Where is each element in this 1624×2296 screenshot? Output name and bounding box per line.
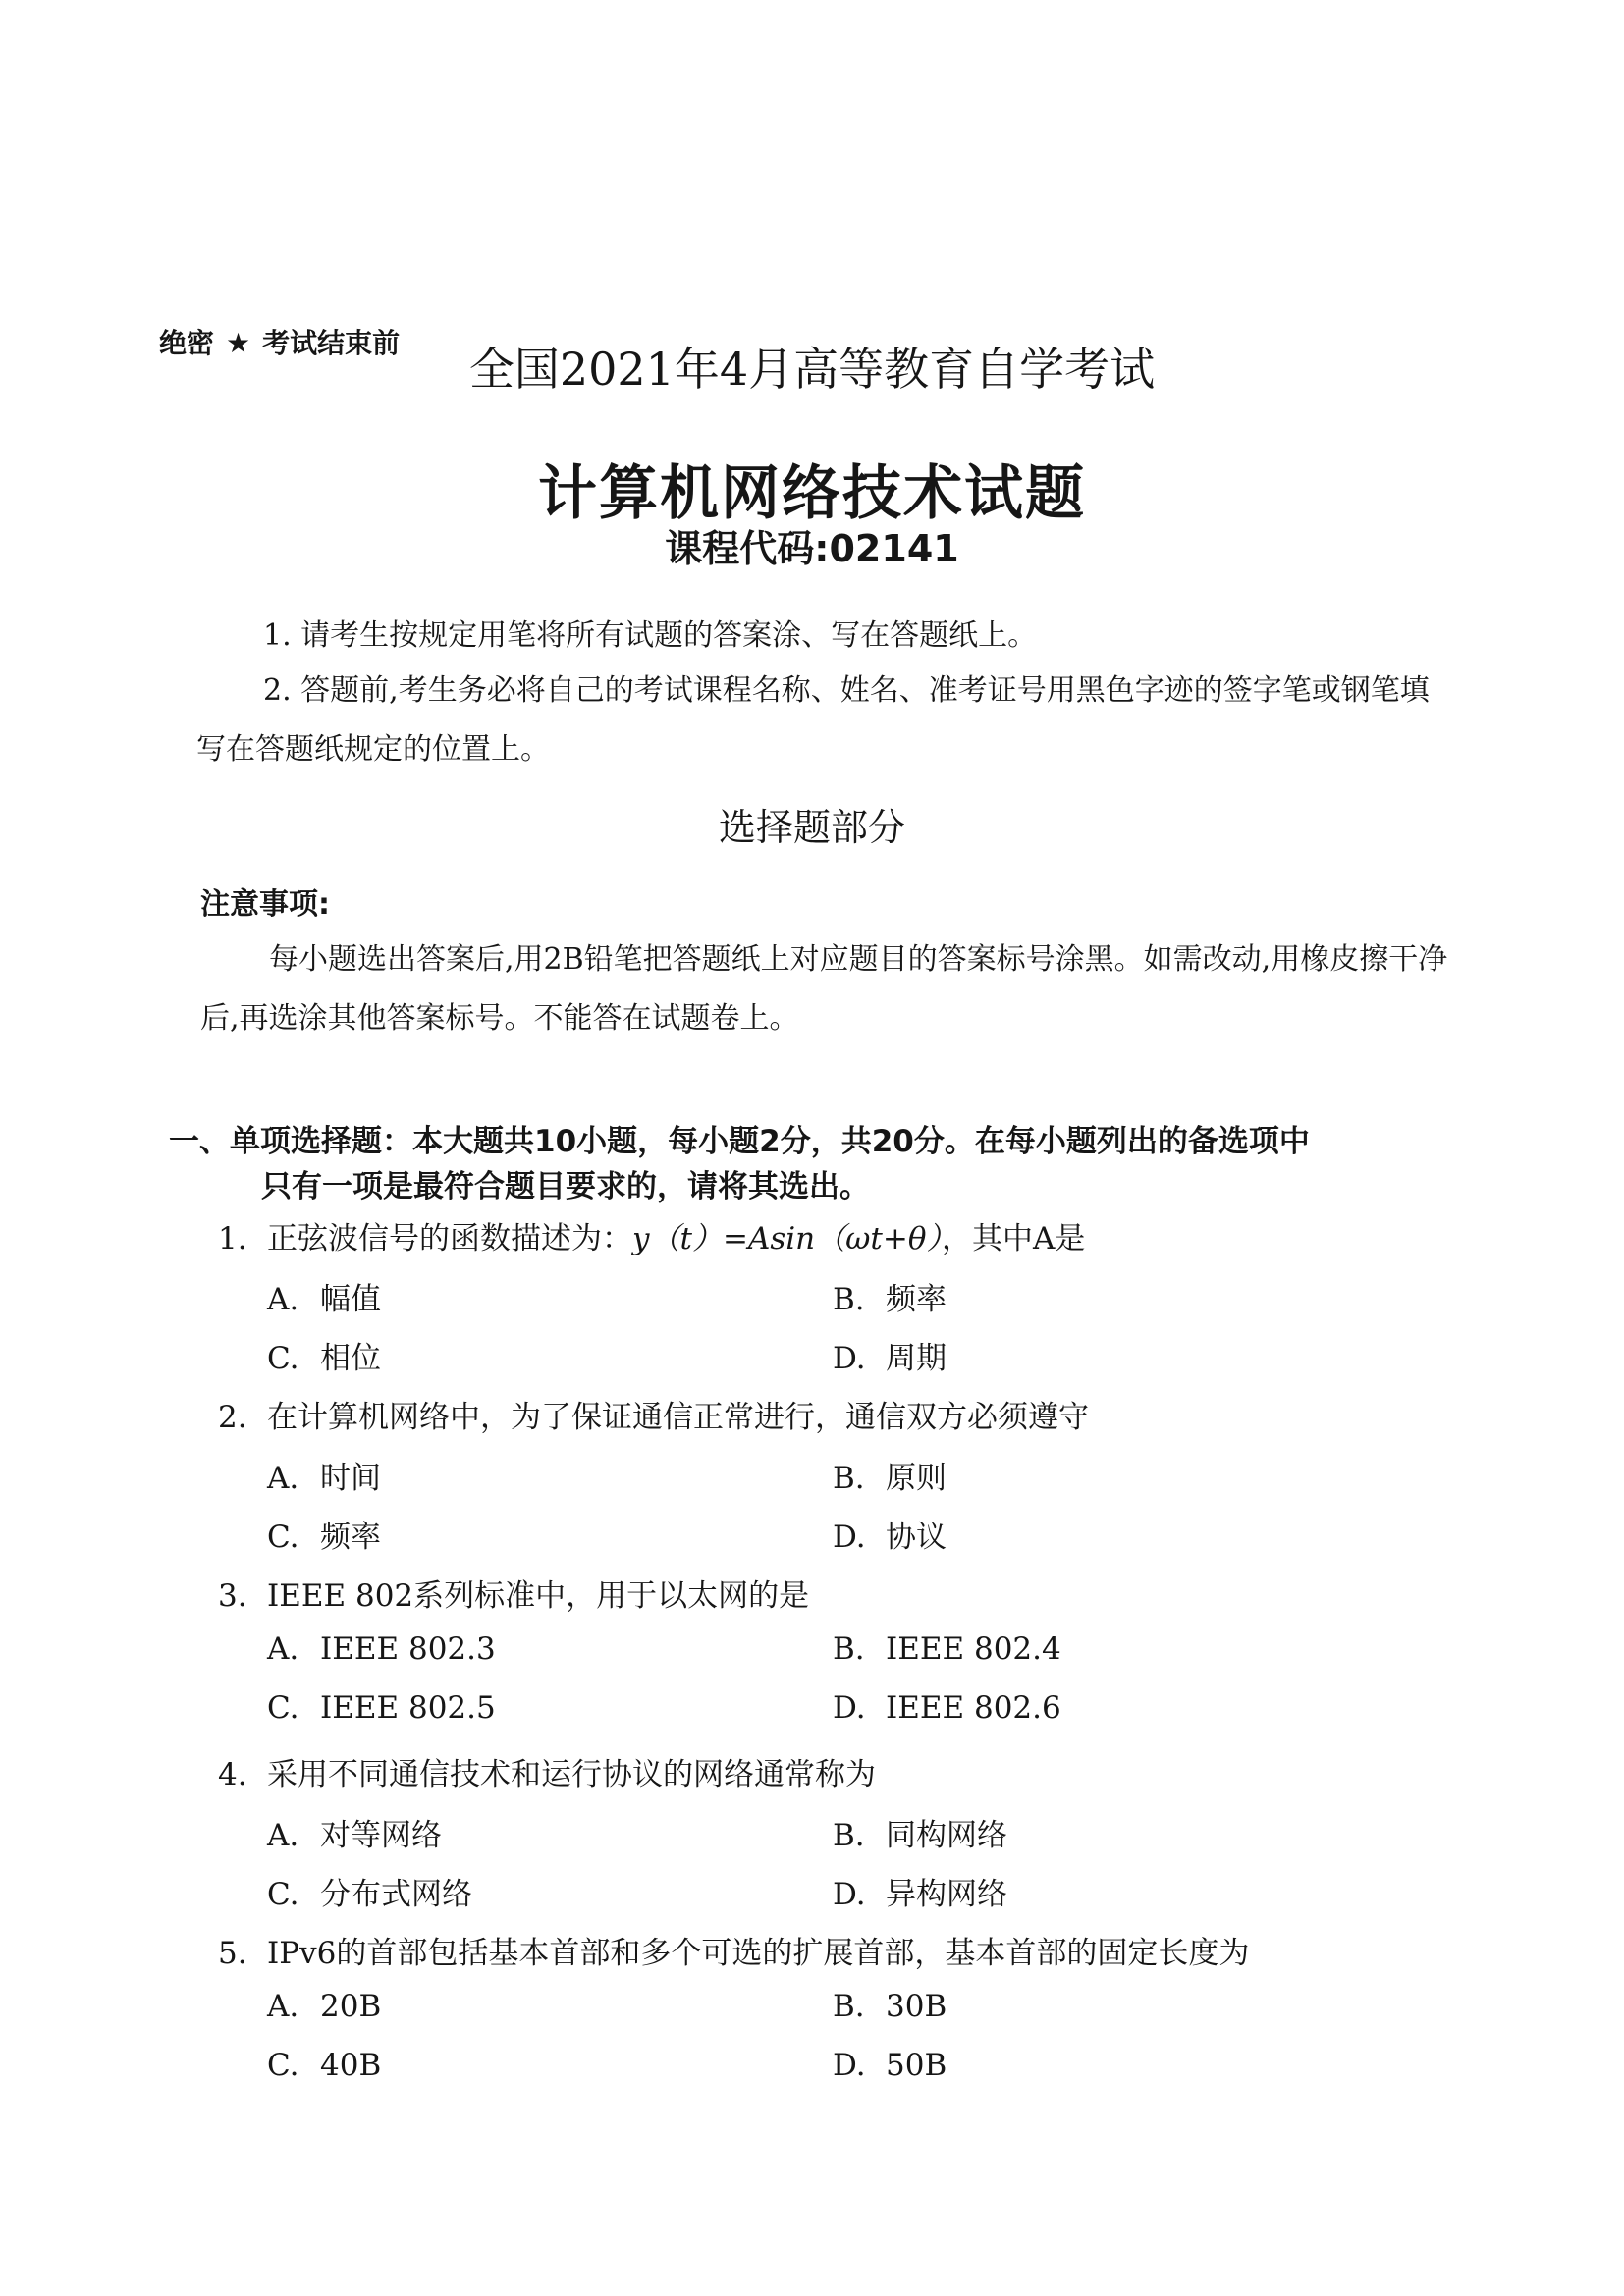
option-a <box>267 1274 381 1318</box>
part-heading-line-1: 一、单项选择题：本大题共10小题，每小题2分，共20分。在每小题列出的备选项中 <box>169 1124 1310 1159</box>
option-c <box>267 1333 381 1377</box>
question-stem <box>218 1749 876 1793</box>
option-a <box>267 1989 381 2024</box>
option-letter: B. <box>833 1818 865 1853</box>
confidential-label: 绝密 <box>159 327 215 359</box>
option-d <box>833 1869 1007 1913</box>
question-number: 5. <box>218 1936 247 1971</box>
option-text: IEEE 802.4 <box>886 1631 1061 1667</box>
confidential-note: 考试结束前 <box>262 327 401 359</box>
option-text: IEEE 802.3 <box>320 1631 496 1667</box>
option-b <box>833 1810 1007 1854</box>
option-text: IEEE 802.5 <box>320 1690 496 1726</box>
option-text: 频率 <box>320 1520 381 1555</box>
sine-formula: y（t）=Asin（ωt+θ） <box>632 1221 942 1256</box>
option-text: 同构网络 <box>886 1818 1007 1853</box>
question-text: 在计算机网络中，为了保证通信正常进行，通信双方必须遵守 <box>267 1400 1089 1435</box>
question-number: 2. <box>218 1400 247 1435</box>
option-letter: D. <box>833 1520 866 1555</box>
course-code: 课程代码:02141 <box>665 527 959 570</box>
option-letter: A. <box>267 1989 299 2024</box>
option-letter: B. <box>833 1461 865 1496</box>
instruction-2: 2. 答题前,考生务必将自己的考试课程名称、姓名、准考证号用黑色字迹的签字笔或钢笔填写在答题纸规定的位置上。 <box>196 673 1430 767</box>
question-stem <box>218 1213 1085 1257</box>
notice-text: 每小题选出答案后,用2B铅笔把答题纸上对应题目的答案标号涂黑。如需改动,用橡皮擦干净后,再选涂其他答案标号。不能答在试题卷上。 <box>200 942 1448 1036</box>
option-letter: C. <box>267 1877 299 1912</box>
question-text: IEEE 802系列标准中，用于以太网的是 <box>267 1578 810 1614</box>
question-text: 正弦波信号的函数描述为： <box>267 1221 632 1256</box>
paper-title: 计算机网络技术试题 <box>538 459 1086 528</box>
option-text: 40B <box>320 2048 382 2083</box>
part-heading-line-2: 只有一项是最符合题目要求的，请将其选出。 <box>261 1169 870 1204</box>
option-letter: A. <box>267 1282 299 1317</box>
option-c <box>267 1512 381 1556</box>
option-d <box>833 1512 947 1556</box>
section-title: 选择题部分 <box>718 806 905 849</box>
option-text: 幅值 <box>320 1282 381 1317</box>
option-c <box>267 1690 496 1726</box>
exam-title: 全国2021年4月高等教育自学考试 <box>468 343 1156 396</box>
option-letter: B. <box>833 1282 865 1317</box>
part-heading <box>169 1119 1435 1209</box>
option-text: 50B <box>886 2048 947 2083</box>
option-letter: C. <box>267 1690 299 1726</box>
option-letter: C. <box>267 1341 299 1376</box>
option-text: 原则 <box>886 1461 947 1496</box>
option-text: 分布式网络 <box>320 1877 472 1912</box>
option-b <box>833 1989 947 2024</box>
question-number: 1. <box>218 1221 247 1256</box>
notice-label: 注意事项: <box>200 887 330 922</box>
option-a <box>267 1810 442 1854</box>
option-letter: D. <box>833 1690 866 1726</box>
option-letter: B. <box>833 1631 865 1667</box>
option-a <box>267 1631 496 1667</box>
question-number: 3. <box>218 1578 247 1614</box>
option-letter: C. <box>267 1520 299 1555</box>
option-text: 协议 <box>886 1520 947 1555</box>
instruction-1: 1. 请考生按规定用笔将所有试题的答案涂、写在答题纸上。 <box>263 618 1038 653</box>
question-stem <box>218 1392 1089 1436</box>
option-text: 相位 <box>320 1341 381 1376</box>
option-letter: A. <box>267 1818 299 1853</box>
option-text: 周期 <box>886 1341 947 1376</box>
option-letter: D. <box>833 2048 866 2083</box>
question-text: 采用不同通信技术和运行协议的网络通常称为 <box>267 1757 876 1792</box>
option-text: IEEE 802.6 <box>886 1690 1061 1726</box>
question-text-end: ，其中A是 <box>942 1221 1086 1256</box>
option-d <box>833 1333 947 1377</box>
option-text: 频率 <box>886 1282 947 1317</box>
star-icon: ★ <box>226 327 251 359</box>
option-text: 异构网络 <box>886 1877 1007 1912</box>
option-letter: A. <box>267 1631 299 1667</box>
option-b <box>833 1274 947 1318</box>
option-c <box>267 2048 381 2083</box>
option-text: 30B <box>886 1989 947 2024</box>
option-a <box>267 1453 381 1497</box>
option-b <box>833 1453 947 1497</box>
option-letter: C. <box>267 2048 299 2083</box>
question-text: IPv6的首部包括基本首部和多个可选的扩展首部，基本首部的固定长度为 <box>267 1936 1250 1971</box>
option-c <box>267 1869 472 1913</box>
option-text: 时间 <box>320 1461 381 1496</box>
option-b <box>833 1631 1061 1667</box>
option-d <box>833 1690 1061 1726</box>
question-stem <box>218 1571 809 1615</box>
question-number: 4. <box>218 1757 247 1792</box>
option-text: 对等网络 <box>320 1818 442 1853</box>
option-letter: B. <box>833 1989 865 2024</box>
option-d <box>833 2048 947 2083</box>
option-letter: D. <box>833 1341 866 1376</box>
option-letter: A. <box>267 1461 299 1496</box>
question-stem <box>218 1928 1249 1972</box>
option-letter: D. <box>833 1877 866 1912</box>
option-text: 20B <box>320 1989 382 2024</box>
